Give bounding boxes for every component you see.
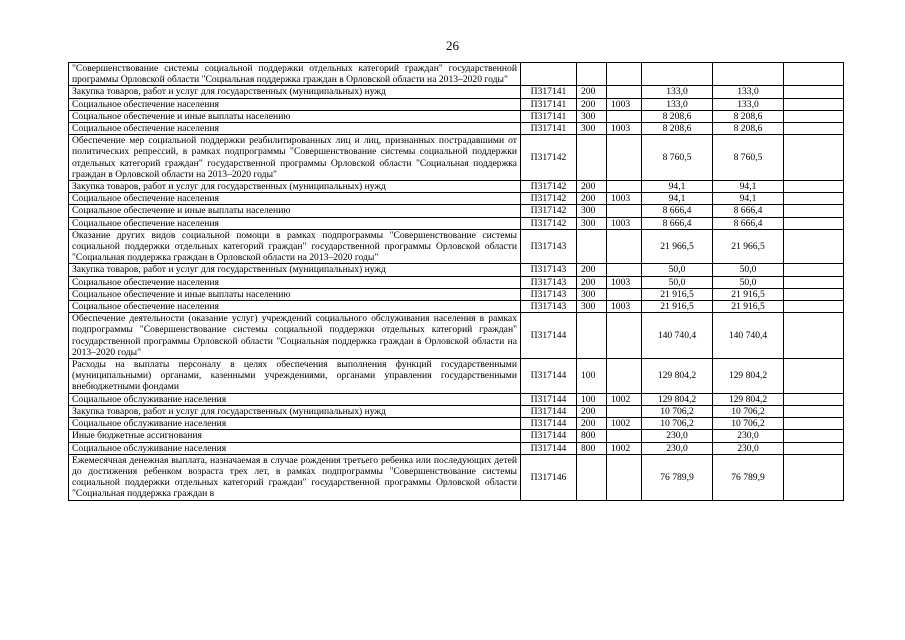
- section-code-cell: [607, 359, 642, 394]
- table-row: [69, 193, 844, 205]
- amount-total-cell: 133,0: [713, 98, 784, 110]
- expense-name-cell: Социальное обслуживание населения: [69, 393, 521, 405]
- target-code-cell: П317142: [521, 181, 577, 193]
- expense-name-cell: Закупка товаров, работ и услуг для государственных (муниципальных) нужд: [69, 86, 521, 98]
- amount-cell: 133,0: [642, 98, 713, 110]
- target-code-cell: П317144: [521, 442, 577, 454]
- expense-type-cell: 200: [577, 98, 607, 110]
- target-code-cell: П317142: [521, 217, 577, 229]
- amount-total-cell: 129 804,2: [713, 393, 784, 405]
- expense-type-cell: 300: [577, 217, 607, 229]
- empty-cell: [784, 418, 844, 430]
- table-row: [69, 442, 844, 454]
- expense-name-cell: Социальное обеспечение и иные выплаты населению: [69, 288, 521, 300]
- table-row: [69, 123, 844, 135]
- section-code-cell: [607, 181, 642, 193]
- expense-type-cell: 200: [577, 276, 607, 288]
- amount-total-cell: 76 789,9: [713, 454, 784, 500]
- amount-total-cell: 230,0: [713, 430, 784, 442]
- section-code-cell: 1002: [607, 418, 642, 430]
- expense-name-cell: Социальное обеспечение населения: [69, 193, 521, 205]
- target-code-cell: П317141: [521, 110, 577, 122]
- target-code-cell: [521, 63, 577, 86]
- target-code-cell: П317143: [521, 264, 577, 276]
- expense-name-cell: Закупка товаров, работ и услуг для государственных (муниципальных) нужд: [69, 181, 521, 193]
- expense-name-cell: Социальное обеспечение и иные выплаты населению: [69, 110, 521, 122]
- section-code-cell: [607, 405, 642, 417]
- table-row: [69, 393, 844, 405]
- amount-cell: 230,0: [642, 430, 713, 442]
- amount-cell: 21 916,5: [642, 301, 713, 313]
- table-row: [69, 63, 844, 86]
- amount-total-cell: 8 760,5: [713, 135, 784, 181]
- amount-total-cell: 21 916,5: [713, 301, 784, 313]
- section-code-cell: 1003: [607, 217, 642, 229]
- amount-cell: 129 804,2: [642, 393, 713, 405]
- target-code-cell: П317144: [521, 418, 577, 430]
- section-code-cell: [607, 430, 642, 442]
- amount-cell: 140 740,4: [642, 313, 713, 359]
- amount-total-cell: 10 706,2: [713, 405, 784, 417]
- empty-cell: [784, 454, 844, 500]
- empty-cell: [784, 63, 844, 86]
- amount-total-cell: 21 916,5: [713, 288, 784, 300]
- empty-cell: [784, 110, 844, 122]
- table-row: [69, 135, 844, 181]
- target-code-cell: П317143: [521, 276, 577, 288]
- target-code-cell: П317143: [521, 288, 577, 300]
- empty-cell: [784, 359, 844, 394]
- empty-cell: [784, 313, 844, 359]
- expense-type-cell: 800: [577, 442, 607, 454]
- expense-type-cell: 100: [577, 359, 607, 394]
- table-row: [69, 313, 844, 359]
- section-code-cell: 1003: [607, 193, 642, 205]
- target-code-cell: П317143: [521, 229, 577, 264]
- expense-name-cell: Социальное обеспечение и иные выплаты населению: [69, 205, 521, 217]
- section-code-cell: 1003: [607, 301, 642, 313]
- empty-cell: [784, 193, 844, 205]
- table-row: [69, 301, 844, 313]
- amount-cell: 50,0: [642, 264, 713, 276]
- target-code-cell: П317144: [521, 405, 577, 417]
- table-body: [69, 63, 844, 501]
- amount-total-cell: 129 804,2: [713, 359, 784, 394]
- amount-total-cell: [713, 63, 784, 86]
- expense-type-cell: 200: [577, 193, 607, 205]
- expense-name-cell: Оказание других видов социальной помощи в рамках подпрограммы "Совершенствование системы социальной поддержки отдельных категорий граждан" государственной программы Орловской области "Социальная поддержка граждан в Орловской области на 2013–2020 годы": [69, 229, 521, 264]
- empty-cell: [784, 301, 844, 313]
- section-code-cell: [607, 63, 642, 86]
- amount-total-cell: 94,1: [713, 193, 784, 205]
- section-code-cell: [607, 264, 642, 276]
- amount-cell: 21 966,5: [642, 229, 713, 264]
- section-code-cell: [607, 229, 642, 264]
- section-code-cell: [607, 110, 642, 122]
- target-code-cell: П317141: [521, 98, 577, 110]
- empty-cell: [784, 229, 844, 264]
- table-row: [69, 229, 844, 264]
- amount-cell: 8 760,5: [642, 135, 713, 181]
- amount-cell: 230,0: [642, 442, 713, 454]
- section-code-cell: [607, 454, 642, 500]
- expense-name-cell: Расходы на выплаты персоналу в целях обеспечения выполнения функций государственными (муниципальными) органами, казенными учреждениями, органами управления государственными внебюджетными фондами: [69, 359, 521, 394]
- section-code-cell: [607, 205, 642, 217]
- amount-cell: 129 804,2: [642, 359, 713, 394]
- page-number: 26: [446, 38, 459, 53]
- empty-cell: [784, 430, 844, 442]
- amount-cell: 76 789,9: [642, 454, 713, 500]
- expense-name-cell: Социальное обслуживание населения: [69, 442, 521, 454]
- table-row: [69, 98, 844, 110]
- section-code-cell: [607, 135, 642, 181]
- expense-type-cell: 300: [577, 301, 607, 313]
- amount-cell: 21 916,5: [642, 288, 713, 300]
- target-code-cell: П317144: [521, 359, 577, 394]
- empty-cell: [784, 123, 844, 135]
- amount-total-cell: 8 208,6: [713, 110, 784, 122]
- expense-type-cell: 200: [577, 264, 607, 276]
- expense-type-cell: 300: [577, 110, 607, 122]
- expense-type-cell: 200: [577, 181, 607, 193]
- empty-cell: [784, 276, 844, 288]
- expense-type-cell: 200: [577, 405, 607, 417]
- amount-total-cell: 50,0: [713, 276, 784, 288]
- target-code-cell: П317146: [521, 454, 577, 500]
- expense-type-cell: [577, 63, 607, 86]
- amount-total-cell: 50,0: [713, 264, 784, 276]
- expense-type-cell: 100: [577, 393, 607, 405]
- expense-type-cell: 200: [577, 418, 607, 430]
- target-code-cell: П317141: [521, 123, 577, 135]
- expense-name-cell: Закупка товаров, работ и услуг для государственных (муниципальных) нужд: [69, 405, 521, 417]
- expense-type-cell: [577, 454, 607, 500]
- expense-name-cell: Социальное обеспечение населения: [69, 217, 521, 229]
- empty-cell: [784, 205, 844, 217]
- empty-cell: [784, 86, 844, 98]
- empty-cell: [784, 442, 844, 454]
- empty-cell: [784, 288, 844, 300]
- target-code-cell: П317144: [521, 313, 577, 359]
- target-code-cell: П317142: [521, 205, 577, 217]
- table-row: [69, 454, 844, 500]
- expense-type-cell: 300: [577, 123, 607, 135]
- section-code-cell: [607, 313, 642, 359]
- expense-name-cell: Социальное обеспечение населения: [69, 123, 521, 135]
- table-row: [69, 217, 844, 229]
- empty-cell: [784, 181, 844, 193]
- expense-name-cell: "Совершенствование системы социальной поддержки отдельных категорий граждан" государственной программы Орловской области "Социальная поддержка граждан в Орловской области на 2013–2020 годы": [69, 63, 521, 86]
- amount-cell: 133,0: [642, 86, 713, 98]
- expense-type-cell: [577, 313, 607, 359]
- expense-type-cell: [577, 229, 607, 264]
- table-row: [69, 205, 844, 217]
- expense-name-cell: Социальное обслуживание населения: [69, 418, 521, 430]
- section-code-cell: [607, 288, 642, 300]
- expense-name-cell: Обеспечение мер социальной поддержки реабилитированных лиц и лиц, признанных пострадавшими от политических репрессий, в рамках подпрограммы "Совершенствование системы социальной поддержки отдельных категорий граждан" государственной программы Орловской области "Социальная поддержка граждан в Орловской области на 2013–2020 годы": [69, 135, 521, 181]
- expense-type-cell: 800: [577, 430, 607, 442]
- target-code-cell: П317144: [521, 430, 577, 442]
- table-row: [69, 86, 844, 98]
- amount-cell: 94,1: [642, 193, 713, 205]
- expense-name-cell: Ежемесячная денежная выплата, назначаемая в случае рождения третьего ребенка или последующих детей до достижения ребенком возраста трех лет, в рамках подпрограммы "Совершенствование системы социальной поддержки отдельных категорий граждан" государственной программы Орловской области "Социальная поддержка граждан в: [69, 454, 521, 500]
- table-row: [69, 430, 844, 442]
- table-row: [69, 110, 844, 122]
- amount-cell: 8 208,6: [642, 110, 713, 122]
- amount-cell: 50,0: [642, 276, 713, 288]
- table-row: [69, 405, 844, 417]
- expense-name-cell: Закупка товаров, работ и услуг для государственных (муниципальных) нужд: [69, 264, 521, 276]
- table-row: [69, 359, 844, 394]
- amount-total-cell: 8 208,6: [713, 123, 784, 135]
- expense-name-cell: Социальное обеспечение населения: [69, 276, 521, 288]
- table-row: [69, 288, 844, 300]
- target-code-cell: П317142: [521, 193, 577, 205]
- amount-total-cell: 8 666,4: [713, 205, 784, 217]
- empty-cell: [784, 264, 844, 276]
- target-code-cell: П317142: [521, 135, 577, 181]
- target-code-cell: П317143: [521, 301, 577, 313]
- amount-cell: 10 706,2: [642, 405, 713, 417]
- target-code-cell: П317141: [521, 86, 577, 98]
- amount-total-cell: 230,0: [713, 442, 784, 454]
- table-row: [69, 264, 844, 276]
- expense-name-cell: Социальное обеспечение населения: [69, 301, 521, 313]
- amount-total-cell: 21 966,5: [713, 229, 784, 264]
- empty-cell: [784, 405, 844, 417]
- expense-name-cell: Социальное обеспечение населения: [69, 98, 521, 110]
- expense-name-cell: Иные бюджетные ассигнования: [69, 430, 521, 442]
- section-code-cell: 1002: [607, 442, 642, 454]
- empty-cell: [784, 98, 844, 110]
- amount-total-cell: 133,0: [713, 86, 784, 98]
- section-code-cell: 1003: [607, 98, 642, 110]
- amount-total-cell: 94,1: [713, 181, 784, 193]
- expense-type-cell: 300: [577, 288, 607, 300]
- table-row: [69, 276, 844, 288]
- expense-type-cell: [577, 135, 607, 181]
- amount-cell: 8 208,6: [642, 123, 713, 135]
- expense-type-cell: 300: [577, 205, 607, 217]
- amount-cell: [642, 63, 713, 86]
- budget-table: [68, 62, 844, 501]
- amount-cell: 10 706,2: [642, 418, 713, 430]
- expense-name-cell: Обеспечение деятельности (оказание услуг) учреждений социального обслуживания населения в рамках подпрограммы "Совершенствование системы социальной поддержки отдельных категорий граждан" государственной программы Орловской области "Социальная поддержка граждан в Орловской области на 2013–2020 годы": [69, 313, 521, 359]
- amount-cell: 8 666,4: [642, 205, 713, 217]
- expense-type-cell: 200: [577, 86, 607, 98]
- amount-total-cell: 140 740,4: [713, 313, 784, 359]
- empty-cell: [784, 135, 844, 181]
- target-code-cell: П317144: [521, 393, 577, 405]
- empty-cell: [784, 217, 844, 229]
- table-row: [69, 418, 844, 430]
- table-row: [69, 181, 844, 193]
- section-code-cell: 1003: [607, 276, 642, 288]
- empty-cell: [784, 393, 844, 405]
- amount-cell: 8 666,4: [642, 217, 713, 229]
- amount-total-cell: 10 706,2: [713, 418, 784, 430]
- section-code-cell: 1003: [607, 123, 642, 135]
- amount-total-cell: 8 666,4: [713, 217, 784, 229]
- section-code-cell: [607, 86, 642, 98]
- amount-cell: 94,1: [642, 181, 713, 193]
- section-code-cell: 1002: [607, 393, 642, 405]
